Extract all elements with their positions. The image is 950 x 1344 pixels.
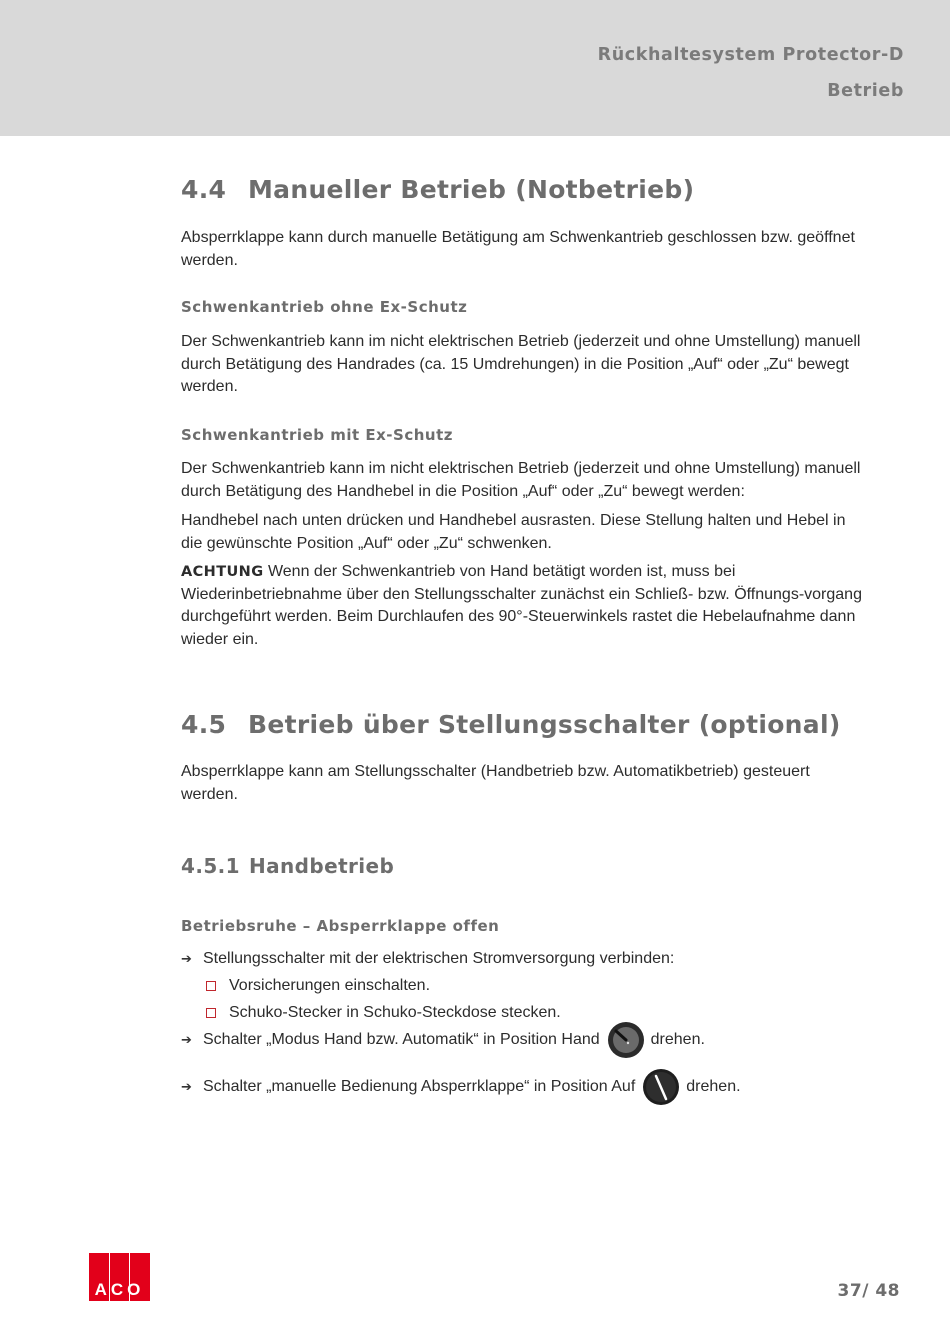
subheading-ohne-ex-schutz: Schwenkantrieb ohne Ex-Schutz bbox=[181, 298, 468, 316]
arrow-right-icon: ➔ bbox=[181, 951, 192, 966]
heading-number: 4.5.1 bbox=[181, 854, 240, 878]
list-item bbox=[204, 975, 430, 997]
heading-text: Betrieb über Stellungsschalter (optional) bbox=[248, 710, 841, 739]
arrow-right-icon: ➔ bbox=[181, 1032, 192, 1047]
paragraph-ohne-ex-schutz: Der Schwenkantrieb kann im nicht elektrischen Betrieb (jederzeit und ohne Umstellung) manuell durch Betätigung des Handrades (ca. 15 Umdrehungen) in die Position „Auf“ oder „Zu“ bewegt werden. bbox=[181, 333, 861, 395]
step-text: Schuko-Stecker in Schuko-Steckdose stecken. bbox=[229, 1004, 561, 1021]
rotary-knob-auf-icon bbox=[642, 1068, 680, 1106]
list-item bbox=[181, 1058, 741, 1116]
heading-number: 4.4 bbox=[181, 175, 227, 204]
heading-4-5 bbox=[181, 710, 841, 739]
warning-paragraph bbox=[181, 561, 871, 651]
aco-logo bbox=[89, 1253, 150, 1301]
heading-4-4 bbox=[181, 175, 694, 204]
subheading-betriebsruhe: Betriebsruhe – Absperrklappe offen bbox=[181, 917, 500, 935]
heading-number: 4.5 bbox=[181, 710, 227, 739]
warning-text: Wenn der Schwenkantrieb von Hand betätigt worden ist, muss bei Wiederinbetriebnahme über den Stellungsschalter zunächst ein Schließ- bzw. Öffnungs-vorgang durchgeführt werden. Beim Durchlaufen des 90°-Steuerwinkels rastet die Hebelaufnahme dann wieder ein. bbox=[181, 563, 862, 648]
checkbox-square-icon bbox=[206, 981, 216, 991]
heading-text: Manueller Betrieb (Notbetrieb) bbox=[248, 175, 695, 204]
step-text-suffix: drehen. bbox=[650, 1031, 705, 1048]
page-number: 37/ 48 bbox=[837, 1281, 900, 1301]
heading-text: Handbetrieb bbox=[249, 854, 395, 878]
page-header bbox=[0, 0, 950, 136]
paragraph-mit-ex-schutz-1: Der Schwenkantrieb kann im nicht elektrischen Betrieb (jederzeit und ohne Umstellung) manuell durch Betätigung des Handhebel in die Position „Auf“ oder „Zu“ bewegt werden: bbox=[181, 460, 861, 500]
list-item bbox=[181, 948, 674, 970]
warning-label: ACHTUNG bbox=[181, 564, 264, 580]
step-text: Stellungsschalter mit der elektrischen Stromversorgung verbinden: bbox=[203, 950, 675, 967]
subheading-mit-ex-schutz: Schwenkantrieb mit Ex-Schutz bbox=[181, 426, 453, 444]
header-section-name: Betrieb bbox=[827, 81, 904, 101]
step-text: Schalter „Modus Hand bzw. Automatik“ in Position Hand bbox=[203, 1031, 600, 1048]
paragraph-mit-ex-schutz-2: Handhebel nach unten drücken und Handhebel ausrasten. Diese Stellung halten und Hebel in die gewünschte Position „Auf“ oder „Zu“ schwenken. bbox=[181, 512, 846, 552]
step-text: Vorsicherungen einschalten. bbox=[229, 977, 431, 994]
section-4-5-intro: Absperrklappe kann am Stellungsschalter (Handbetrieb bzw. Automatikbetrieb) gesteuert werden. bbox=[181, 763, 810, 803]
step-text: Schalter „manuelle Bedienung Absperrklappe“ in Position Auf bbox=[203, 1078, 636, 1095]
logo-text: ACO bbox=[94, 1280, 145, 1299]
section-4-4-intro: Absperrklappe kann durch manuelle Betätigung am Schwenkantrieb geschlossen bzw. geöffnet werden. bbox=[181, 229, 855, 269]
arrow-right-icon: ➔ bbox=[181, 1079, 192, 1094]
document-title: Rückhaltesystem Protector-D bbox=[597, 45, 904, 65]
heading-4-5-1 bbox=[181, 854, 394, 878]
rotary-knob-hand-icon bbox=[607, 1021, 645, 1059]
step-text-suffix: drehen. bbox=[686, 1078, 741, 1095]
